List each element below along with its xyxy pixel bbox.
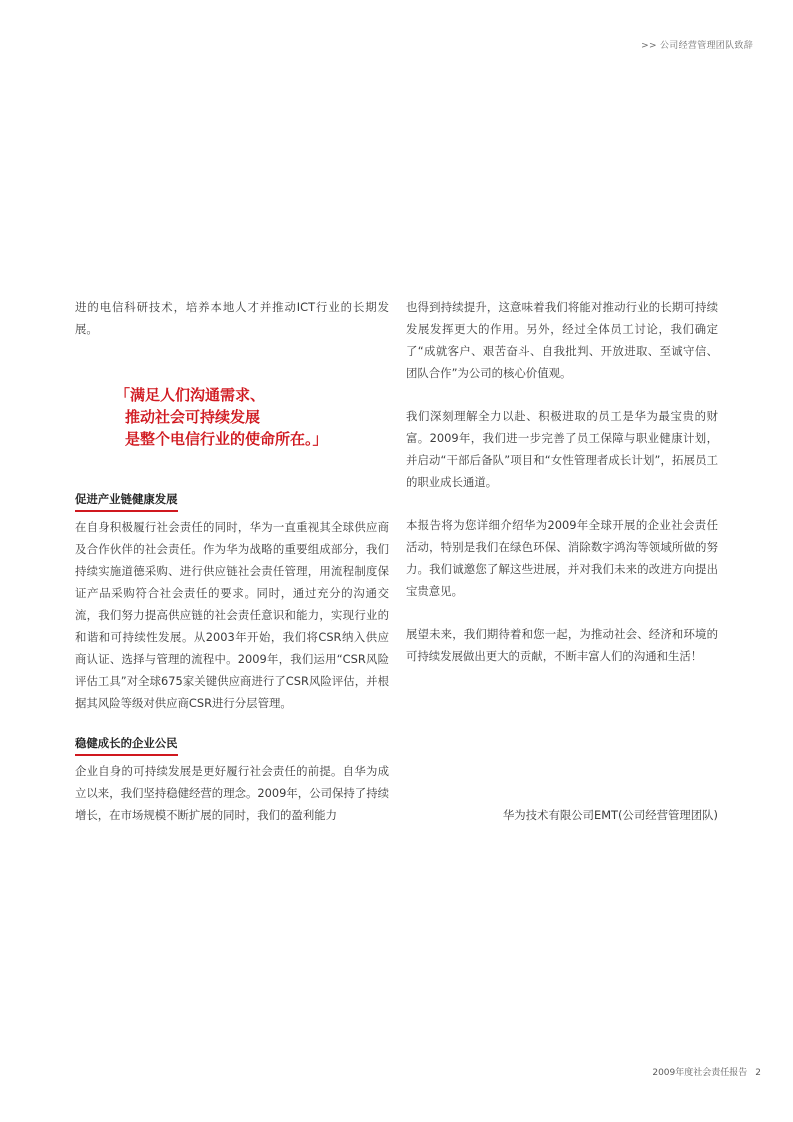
- running-header: >> 公司经营管理团队致辞: [641, 41, 753, 51]
- page-number: 2: [755, 1068, 761, 1078]
- pull-quote-line-3: 是整个电信行业的使命所在。」: [125, 430, 328, 448]
- pull-quote: [115, 384, 385, 450]
- section-corporate-citizen: [75, 732, 389, 826]
- left-column: [75, 296, 389, 826]
- body-paragraph: 我们深刻理解全力以赴、积极进取的员工是华为最宝贵的财富。2009年，我们进一步完善了员工保障与职业健康计划，并启动“干部后备队”项目和“女性管理者成长计划”，拓展员工的职业成长通道。: [406, 409, 718, 489]
- page-footer: [652, 1065, 761, 1078]
- section-body: 企业自身的可持续发展是更好履行社会责任的前提。自华为成立以来，我们坚持稳健经营的理念。2009年，公司保持了持续增长，在市场规模不断扩展的同时，我们的盈利能力: [75, 764, 389, 822]
- pull-quote-line-2: 推动社会可持续发展: [125, 408, 261, 426]
- section-body: 在自身积极履行社会责任的同时，华为一直重视其全球供应商及合作伙伴的社会责任。作为华为战略的重要组成部分，我们持续实施道德采购、进行供应链社会责任管理，用流程制度保证产品采购符合社会责任的要求。同时，通过充分的沟通交流，我们努力提高供应链的社会责任意识和能力，实现行业的和谐和可持续性发展。从2003年开始，我们将CSR纳入供应商认证、选择与管理的流程中。2009年，我们运用“CSR风险评估工具”对全球675家关键供应商进行了CSR风险评估，并根据其风险等级对供应商CSR进行分层管理。: [75, 520, 389, 710]
- right-column: [406, 296, 718, 667]
- body-paragraph: 展望未来，我们期待着和您一起，为推动社会、经济和环境的可持续发展做出更大的贡献，不断丰富人们的沟通和生活！: [406, 627, 718, 663]
- report-title: 2009年度社会责任报告: [652, 1068, 748, 1078]
- section-heading: 促进产业链健康发展: [75, 489, 178, 512]
- signature: 华为技术有限公司EMT(公司经营管理团队): [502, 808, 718, 822]
- body-paragraph: 本报告将为您详细介绍华为2009年全球开展的企业社会责任活动，特别是我们在绿色环保、消除数字鸿沟等领域所做的努力。我们诚邀您了解这些进展，并对我们未来的改进方向提出宝贵意见。: [406, 518, 718, 598]
- body-paragraph: 也得到持续提升，这意味着我们将能对推动行业的长期可持续发展发挥更大的作用。另外，经过全体员工讨论，我们确定了“成就客户、艰苦奋斗、自我批判、开放进取、至诚守信、团队合作”为公司的核心价值观。: [406, 300, 718, 380]
- section-supply-chain: [75, 488, 389, 714]
- intro-paragraph: 进的电信科研技术，培养本地人才并推动ICT行业的长期发展。: [75, 300, 389, 336]
- section-heading: 稳健成长的企业公民: [75, 733, 178, 756]
- pull-quote-line-1: 「满足人们沟通需求、: [115, 386, 266, 404]
